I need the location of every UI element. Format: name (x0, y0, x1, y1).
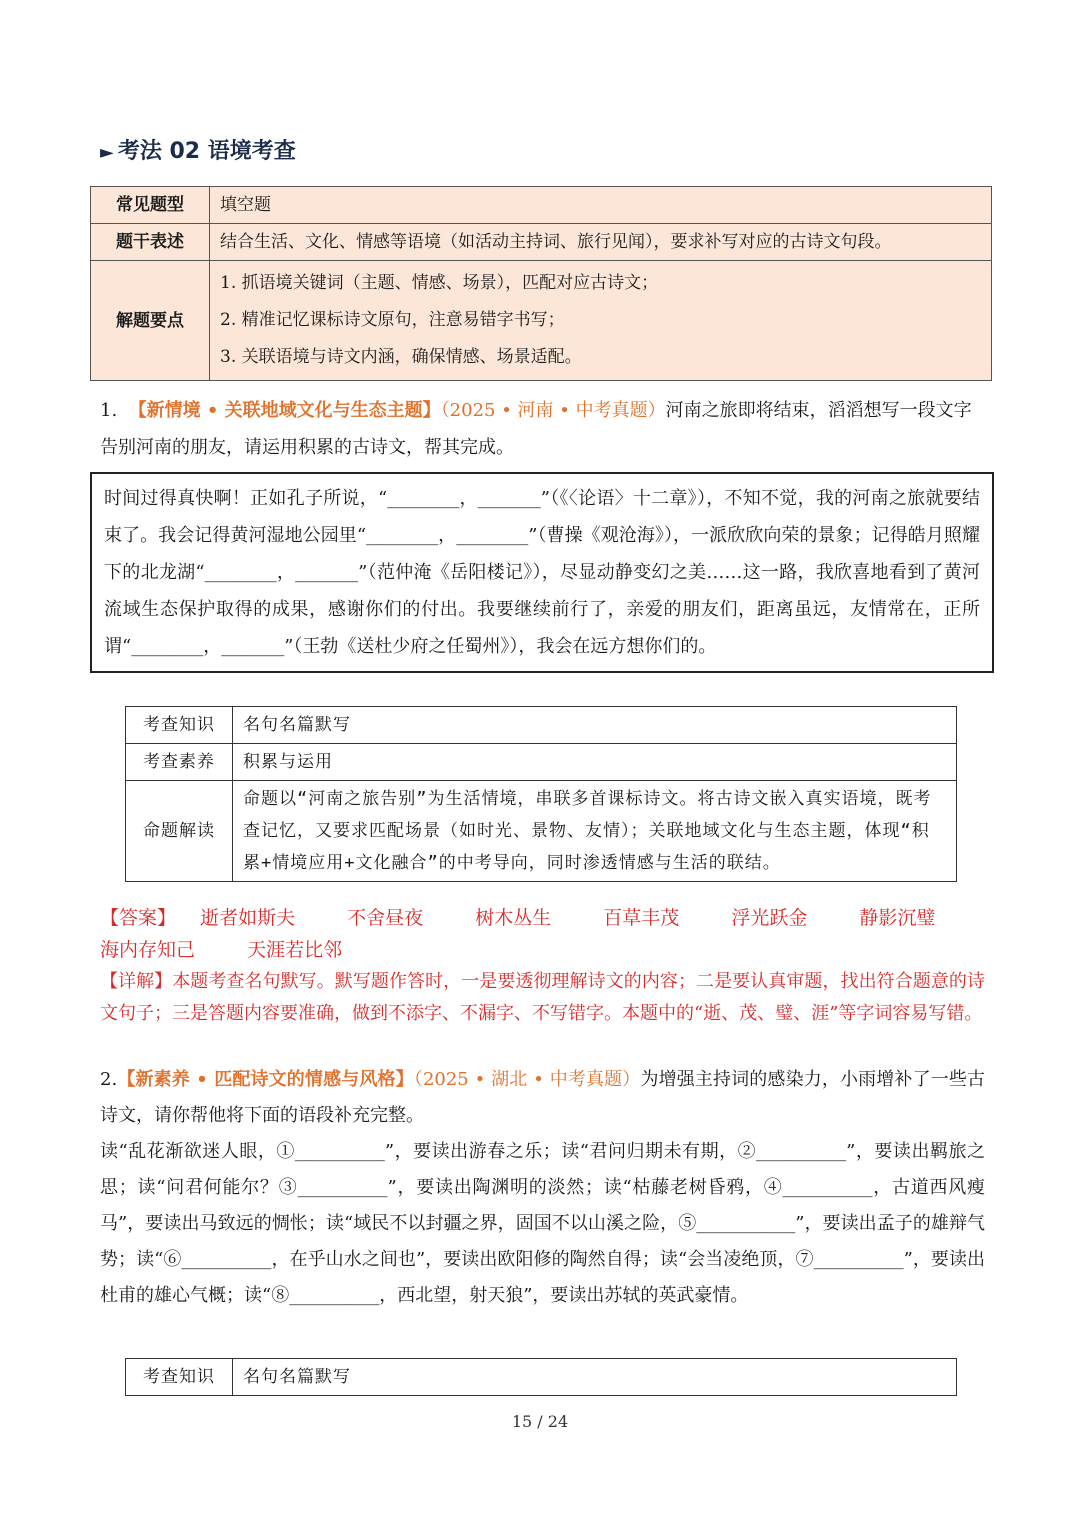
table-row (91, 261, 992, 381)
point-item: 3. 关联语境与诗文内涵，确保情感、场景适配。 (220, 347, 582, 367)
row-key: 常见题型 (91, 187, 210, 224)
table-row (126, 707, 957, 744)
row-value (210, 261, 992, 381)
explanation-label: 【详解】 (100, 971, 173, 992)
row-value: 名句名篇默写 (233, 1359, 957, 1396)
row-value: 命题以“河南之旅告别”为生活情境，串联多首课标诗文。将古诗文嵌入真实语境，既考查记忆，又要求匹配场景（如时光、景物、友情）；关联地域文化与生态主题，体现“积累+情境应用+文化融合”的中考导向，同时渗透情感与生活的联结。 (233, 781, 957, 882)
answer-item: 百草丰茂 (603, 907, 680, 929)
table-row (126, 1359, 957, 1396)
point-item: 1. 抓语境关键词（主题、情感、场景），匹配对应古诗文； (220, 273, 659, 293)
answer-label: 【答案】 (100, 907, 177, 929)
analysis-table-2 (125, 1358, 957, 1396)
row-key: 命题解读 (126, 781, 233, 882)
table-row (126, 744, 957, 781)
row-key: 考查知识 (126, 707, 233, 744)
question-text: 为增强主持词的感染力，小雨增补了一些古诗文，请你帮他将下面的语段补充完整。 (100, 1069, 985, 1126)
analysis-table-1 (125, 706, 957, 882)
question-tag: 【新情境 • 关联地域文化与生态主题】 (128, 400, 441, 421)
row-value: 填空题 (210, 187, 992, 224)
answer-item: 天涯若比邻 (247, 939, 343, 961)
page-number: 15 / 24 (511, 1412, 569, 1431)
triangle-bullet-icon: ► (100, 142, 114, 163)
question-source: （2025 • 河南 • 中考真题） (440, 400, 666, 421)
row-value: 结合生活、文化、情感等语境（如活动主持词、旅行见闻），要求补写对应的古诗文句段。 (210, 224, 992, 261)
point-item: 2. 精准记忆课标诗文原句，注意易错字书写； (220, 310, 565, 330)
section-title-text: 考法 02 语境考查 (117, 139, 296, 164)
table-row (91, 187, 992, 224)
row-value: 积累与运用 (233, 744, 957, 781)
table-row (126, 781, 957, 882)
row-value: 名句名篇默写 (233, 707, 957, 744)
row-key: 考查知识 (126, 1359, 233, 1396)
question-text: 河南之旅即将结束，滔滔想写一段文字告别河南的朋友，请运用积累的古诗文，帮其完成。 (100, 400, 972, 458)
question-tag: 【新素养 • 匹配诗文的情感与风格】 (117, 1069, 414, 1090)
question-passage: 读“乱花渐欲迷人眼，①__________”，要读出游春之乐；读“君问归期未有期，②__________”，要读出羁旅之思；读“问君何能尔？③__________”，要读出陶渊明的淡然；读“枯藤老树昏鸦，④__________，古道西风瘦马”，要读出马致远的惆怅；读“域民不以封疆之界，固国不以山溪之险，⑤___________”，要读出孟子的雄辩气势；读“⑥__________，在乎山水之间也”，要读出欧阳修的陶然自得；读“会当凌绝顶，⑦__________”，要读出杜甫的雄心气概；读“⑧__________，西北望，射天狼”，要读出苏轼的英武豪情。 (100, 1141, 985, 1306)
explanation-block (100, 966, 985, 1030)
row-key: 解题要点 (91, 261, 210, 381)
answer-item: 静影沉璧 (859, 907, 936, 929)
answer-item: 不舍昼夜 (347, 907, 424, 929)
row-key: 考查素养 (126, 744, 233, 781)
question-1-stem (100, 392, 985, 466)
answer-block (100, 902, 985, 966)
answer-item: 海内存知己 (100, 939, 196, 961)
answer-item: 浮光跃金 (731, 907, 808, 929)
question-2 (100, 1062, 985, 1314)
answer-item: 逝者如斯夫 (200, 907, 296, 929)
question-number: 2. (100, 1069, 118, 1090)
table-row (91, 224, 992, 261)
question-1-passage: 时间过得真快啊！正如孔子所说，“________，_______”（《〈论语〉十二章》），不知不觉，我的河南之旅就要结束了。我会记得黄河湿地公园里“________，________”（曹操《观沧海》），一派欣欣向荣的景象；记得皓月照耀下的北龙湖“________，_______”（范仲淹《岳阳楼记》），尽显动静变幻之美……这一路，我欣喜地看到了黄河流域生态保护取得的成果，感谢你们的付出。我要继续前行了，亲爱的朋友们，距离虽远，友情常在，正所谓“________，_______”（王勃《送杜少府之任蜀州》），我会在远方想你们的。 (90, 472, 994, 673)
row-key: 题干表述 (91, 224, 210, 261)
explanation-text: 本题考查名句默写。默写题作答时，一是要透彻理解诗文的内容；二是要认真审题，找出符合题意的诗文句子；三是答题内容要准确，做到不添字、不漏字、不写错字。本题中的“逝、茂、璧、涯”等字词容易写错。 (100, 971, 985, 1024)
answer-item: 树木丛生 (475, 907, 552, 929)
question-number: 1. (100, 400, 118, 421)
section-heading (100, 134, 296, 165)
question-source: （2025 • 湖北 • 中考真题） (413, 1069, 641, 1090)
question-type-table (90, 186, 992, 381)
